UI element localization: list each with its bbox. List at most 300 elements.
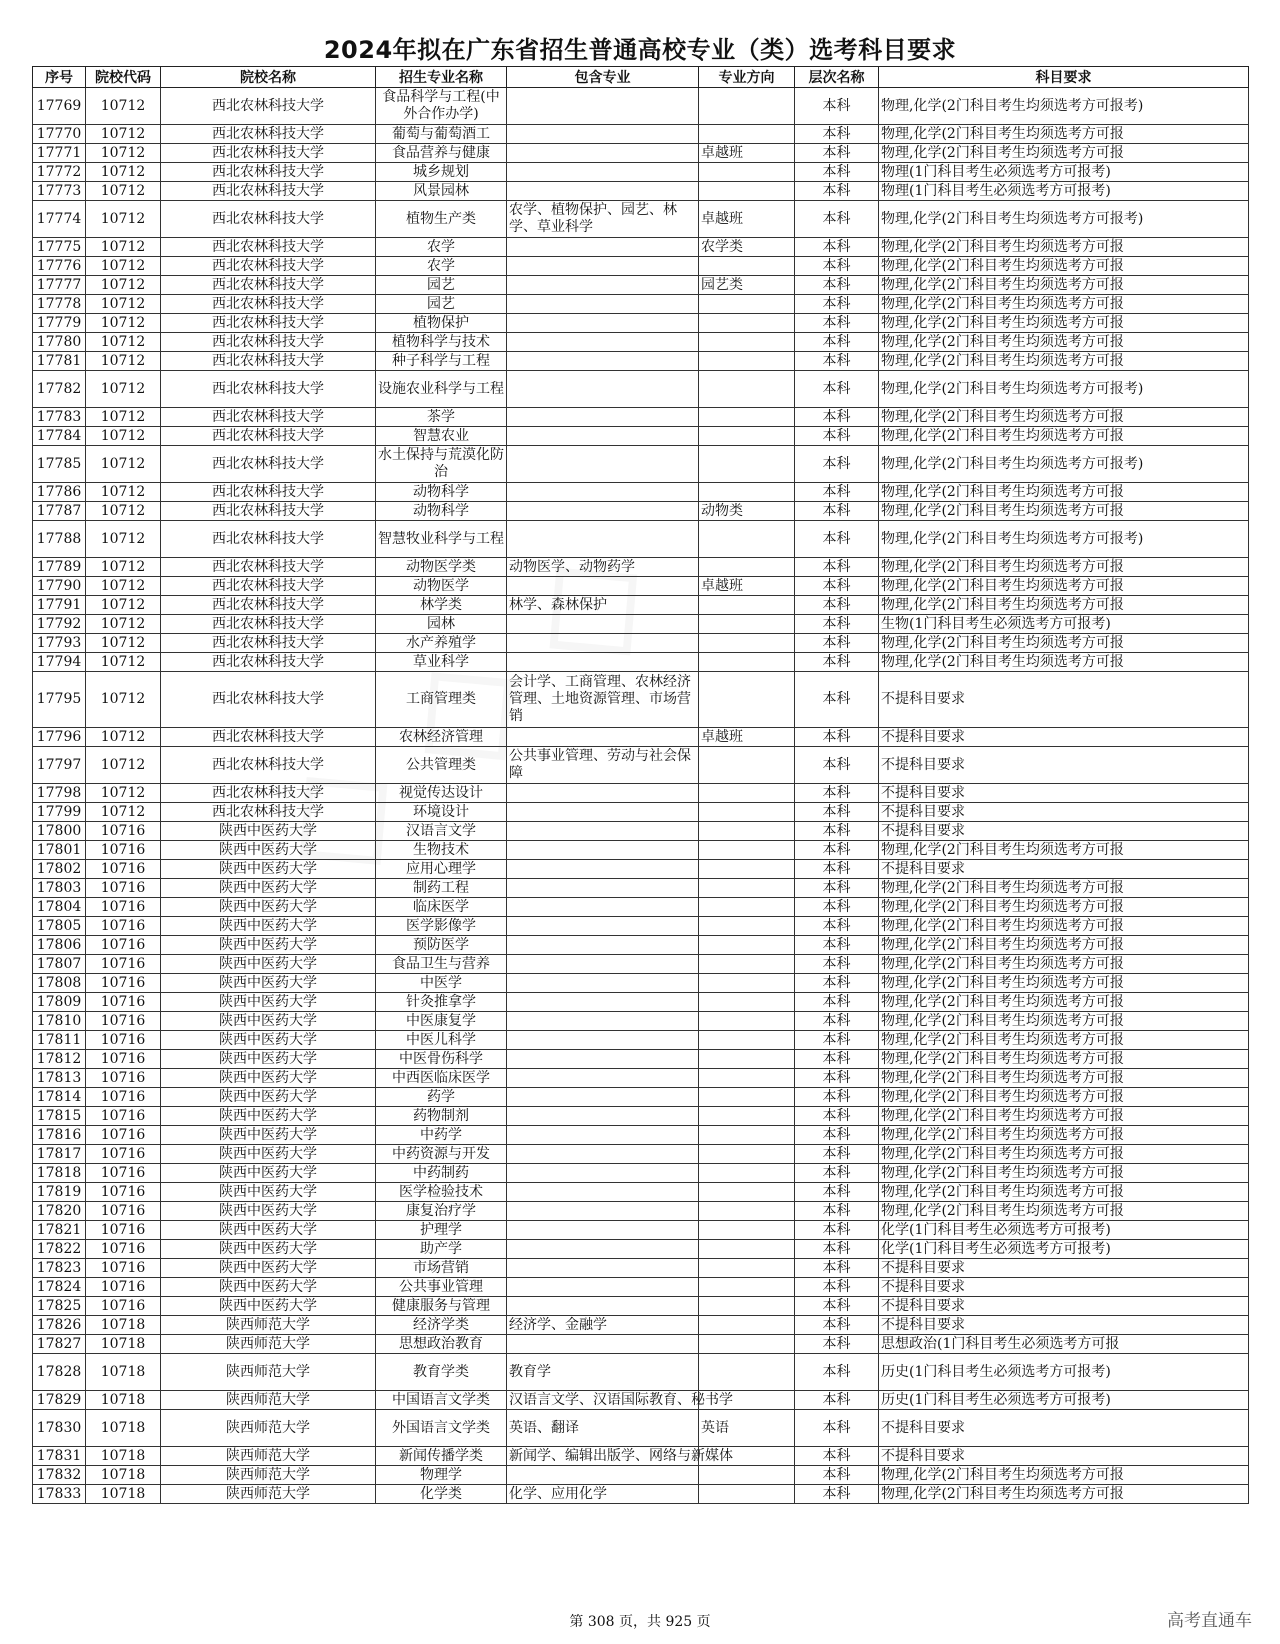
cell-school-code: 10716 (86, 1126, 161, 1145)
table-row (33, 352, 1249, 371)
cell-direction (699, 615, 795, 634)
table-row (33, 974, 1249, 993)
cell-school-code: 10718 (86, 1466, 161, 1485)
cell-seq: 17805 (33, 917, 86, 936)
cell-direction (699, 1335, 795, 1354)
cell-level: 本科 (795, 1069, 879, 1088)
cell-major-name: 中药制药 (376, 1164, 507, 1183)
cell-subject-requirement: 物理,化学(2门科目考生均须选考方可报考) (879, 201, 1249, 238)
table-row (33, 728, 1249, 747)
cell-included-majors: 动物医学、动物药学 (507, 558, 699, 577)
cell-school-name: 西北农林科技大学 (161, 747, 376, 784)
header-major-name: 招生专业名称 (376, 67, 507, 88)
cell-major-name: 中医学 (376, 974, 507, 993)
cell-direction (699, 182, 795, 201)
cell-subject-requirement: 不提科目要求 (879, 1447, 1249, 1466)
cell-school-code: 10712 (86, 144, 161, 163)
cell-direction (699, 1278, 795, 1297)
table-row (33, 1012, 1249, 1031)
cell-subject-requirement: 不提科目要求 (879, 1259, 1249, 1278)
cell-school-code: 10712 (86, 728, 161, 747)
cell-school-code: 10716 (86, 1202, 161, 1221)
cell-seq: 17784 (33, 427, 86, 446)
cell-school-name: 陕西师范大学 (161, 1316, 376, 1335)
cell-level: 本科 (795, 653, 879, 672)
cell-seq: 17829 (33, 1391, 86, 1410)
cell-major-name: 视觉传达设计 (376, 784, 507, 803)
cell-subject-requirement: 物理,化学(2门科目考生均须选考方可报 (879, 502, 1249, 521)
cell-subject-requirement: 物理,化学(2门科目考生均须选考方可报 (879, 974, 1249, 993)
cell-seq: 17776 (33, 257, 86, 276)
cell-included-majors (507, 1259, 699, 1278)
cell-level: 本科 (795, 163, 879, 182)
cell-school-name: 西北农林科技大学 (161, 803, 376, 822)
cell-major-name: 中医儿科学 (376, 1031, 507, 1050)
cell-level: 本科 (795, 596, 879, 615)
table-row (33, 955, 1249, 974)
cell-level: 本科 (795, 182, 879, 201)
cell-direction (699, 295, 795, 314)
table-row (33, 238, 1249, 257)
cell-seq: 17796 (33, 728, 86, 747)
cell-seq: 17810 (33, 1012, 86, 1031)
cell-school-code: 10712 (86, 333, 161, 352)
cell-school-name: 陕西中医药大学 (161, 1202, 376, 1221)
cell-major-name: 水产养殖学 (376, 634, 507, 653)
cell-direction (699, 1466, 795, 1485)
cell-seq: 17817 (33, 1145, 86, 1164)
cell-level: 本科 (795, 841, 879, 860)
cell-school-name: 西北农林科技大学 (161, 558, 376, 577)
cell-school-code: 10712 (86, 163, 161, 182)
cell-major-name: 动物科学 (376, 483, 507, 502)
table-row (33, 502, 1249, 521)
cell-direction (699, 1316, 795, 1335)
cell-level: 本科 (795, 1088, 879, 1107)
cell-school-code: 10718 (86, 1354, 161, 1391)
cell-level: 本科 (795, 1145, 879, 1164)
table-row (33, 577, 1249, 596)
cell-subject-requirement: 物理(1门科目考生必须选考方可报考) (879, 182, 1249, 201)
cell-major-name: 新闻传播学类 (376, 1447, 507, 1466)
cell-school-name: 陕西中医药大学 (161, 841, 376, 860)
table-row (33, 408, 1249, 427)
cell-seq: 17804 (33, 898, 86, 917)
cell-seq: 17827 (33, 1335, 86, 1354)
cell-major-name: 食品卫生与营养 (376, 955, 507, 974)
cell-included-majors (507, 1278, 699, 1297)
cell-direction (699, 860, 795, 879)
cell-school-code: 10716 (86, 974, 161, 993)
cell-seq: 17780 (33, 333, 86, 352)
cell-school-code: 10716 (86, 841, 161, 860)
cell-school-code: 10718 (86, 1447, 161, 1466)
cell-subject-requirement: 物理(1门科目考生必须选考方可报考) (879, 163, 1249, 182)
cell-direction (699, 1485, 795, 1504)
header-direction: 专业方向 (699, 67, 795, 88)
cell-school-name: 陕西师范大学 (161, 1410, 376, 1447)
cell-direction: 动物类 (699, 502, 795, 521)
cell-level: 本科 (795, 483, 879, 502)
cell-direction (699, 747, 795, 784)
cell-major-name: 针灸推拿学 (376, 993, 507, 1012)
cell-included-majors: 会计学、工商管理、农林经济管理、土地资源管理、市场营销 (507, 672, 699, 728)
cell-subject-requirement: 不提科目要求 (879, 1316, 1249, 1335)
cell-seq: 17801 (33, 841, 86, 860)
table-row (33, 446, 1249, 483)
cell-school-code: 10712 (86, 502, 161, 521)
table-row (33, 672, 1249, 728)
cell-level: 本科 (795, 427, 879, 446)
cell-included-majors (507, 1335, 699, 1354)
cell-seq: 17821 (33, 1221, 86, 1240)
cell-level: 本科 (795, 955, 879, 974)
cell-school-code: 10718 (86, 1391, 161, 1410)
cell-subject-requirement: 不提科目要求 (879, 860, 1249, 879)
table-row (33, 1447, 1249, 1466)
cell-direction: 园艺类 (699, 276, 795, 295)
cell-school-code: 10712 (86, 653, 161, 672)
cell-major-name: 智慧农业 (376, 427, 507, 446)
cell-direction (699, 408, 795, 427)
header-subject-requirement: 科目要求 (879, 67, 1249, 88)
table-row (33, 615, 1249, 634)
table-row (33, 1259, 1249, 1278)
table-row (33, 653, 1249, 672)
cell-included-majors (507, 1126, 699, 1145)
cell-included-majors (507, 352, 699, 371)
cell-subject-requirement: 物理,化学(2门科目考生均须选考方可报 (879, 955, 1249, 974)
cell-included-majors (507, 879, 699, 898)
cell-seq: 17800 (33, 822, 86, 841)
cell-level: 本科 (795, 1126, 879, 1145)
cell-level: 本科 (795, 1107, 879, 1126)
cell-school-name: 陕西中医药大学 (161, 993, 376, 1012)
cell-major-name: 思想政治教育 (376, 1335, 507, 1354)
cell-level: 本科 (795, 577, 879, 596)
cell-included-majors (507, 1221, 699, 1240)
table-row (33, 144, 1249, 163)
cell-included-majors (507, 1240, 699, 1259)
cell-seq: 17818 (33, 1164, 86, 1183)
cell-major-name: 中药资源与开发 (376, 1145, 507, 1164)
cell-level: 本科 (795, 446, 879, 483)
cell-major-name: 药物制剂 (376, 1107, 507, 1126)
cell-school-code: 10716 (86, 1221, 161, 1240)
cell-school-name: 西北农林科技大学 (161, 88, 376, 125)
cell-subject-requirement: 物理,化学(2门科目考生均须选考方可报 (879, 352, 1249, 371)
cell-level: 本科 (795, 502, 879, 521)
cell-included-majors (507, 917, 699, 936)
cell-seq: 17828 (33, 1354, 86, 1391)
cell-direction (699, 974, 795, 993)
cell-subject-requirement: 物理,化学(2门科目考生均须选考方可报 (879, 295, 1249, 314)
cell-subject-requirement: 物理,化学(2门科目考生均须选考方可报考) (879, 371, 1249, 408)
cell-school-name: 陕西中医药大学 (161, 917, 376, 936)
cell-school-code: 10712 (86, 201, 161, 238)
cell-school-name: 西北农林科技大学 (161, 521, 376, 558)
cell-level: 本科 (795, 1297, 879, 1316)
cell-school-name: 西北农林科技大学 (161, 371, 376, 408)
cell-direction (699, 333, 795, 352)
cell-seq: 17820 (33, 1202, 86, 1221)
cell-direction (699, 1012, 795, 1031)
cell-direction (699, 1221, 795, 1240)
table-header-row (33, 67, 1249, 88)
table-row (33, 1240, 1249, 1259)
cell-subject-requirement: 物理,化学(2门科目考生均须选考方可报 (879, 558, 1249, 577)
cell-included-majors (507, 1088, 699, 1107)
cell-major-name: 园艺 (376, 295, 507, 314)
cell-direction (699, 1050, 795, 1069)
cell-level: 本科 (795, 1447, 879, 1466)
cell-seq: 17803 (33, 879, 86, 898)
cell-major-name: 食品科学与工程(中外合作办学) (376, 88, 507, 125)
cell-subject-requirement: 不提科目要求 (879, 803, 1249, 822)
cell-school-name: 陕西中医药大学 (161, 1050, 376, 1069)
table-row (33, 803, 1249, 822)
cell-seq: 17832 (33, 1466, 86, 1485)
cell-major-name: 设施农业科学与工程 (376, 371, 507, 408)
table-row (33, 784, 1249, 803)
cell-included-majors (507, 1202, 699, 1221)
cell-major-name: 动物医学 (376, 577, 507, 596)
cell-included-majors (507, 1145, 699, 1164)
cell-included-majors (507, 446, 699, 483)
table-row (33, 1050, 1249, 1069)
cell-included-majors (507, 1164, 699, 1183)
cell-school-code: 10716 (86, 1012, 161, 1031)
cell-seq: 17790 (33, 577, 86, 596)
cell-included-majors (507, 1069, 699, 1088)
cell-major-name: 风景园林 (376, 182, 507, 201)
cell-school-name: 陕西中医药大学 (161, 1031, 376, 1050)
cell-school-name: 陕西师范大学 (161, 1485, 376, 1504)
cell-seq: 17771 (33, 144, 86, 163)
cell-seq: 17830 (33, 1410, 86, 1447)
cell-direction: 英语 (699, 1410, 795, 1447)
cell-seq: 17795 (33, 672, 86, 728)
cell-school-name: 陕西中医药大学 (161, 1107, 376, 1126)
cell-major-name: 种子科学与工程 (376, 352, 507, 371)
table-row (33, 917, 1249, 936)
cell-subject-requirement: 物理,化学(2门科目考生均须选考方可报 (879, 427, 1249, 446)
cell-direction: 卓越班 (699, 144, 795, 163)
cell-school-code: 10716 (86, 879, 161, 898)
cell-level: 本科 (795, 1259, 879, 1278)
cell-direction: 卓越班 (699, 577, 795, 596)
cell-seq: 17781 (33, 352, 86, 371)
cell-school-name: 陕西师范大学 (161, 1447, 376, 1466)
cell-major-name: 农林经济管理 (376, 728, 507, 747)
cell-school-code: 10716 (86, 898, 161, 917)
cell-subject-requirement: 物理,化学(2门科目考生均须选考方可报 (879, 1466, 1249, 1485)
cell-school-name: 西北农林科技大学 (161, 314, 376, 333)
cell-school-code: 10718 (86, 1335, 161, 1354)
cell-included-majors (507, 822, 699, 841)
cell-subject-requirement: 物理,化学(2门科目考生均须选考方可报 (879, 238, 1249, 257)
cell-seq: 17811 (33, 1031, 86, 1050)
cell-school-name: 陕西中医药大学 (161, 1164, 376, 1183)
table-row (33, 558, 1249, 577)
cell-seq: 17792 (33, 615, 86, 634)
cell-school-name: 西北农林科技大学 (161, 144, 376, 163)
cell-school-name: 陕西师范大学 (161, 1354, 376, 1391)
table-row (33, 1183, 1249, 1202)
cell-school-name: 西北农林科技大学 (161, 672, 376, 728)
cell-included-majors (507, 276, 699, 295)
cell-direction (699, 257, 795, 276)
cell-seq: 17802 (33, 860, 86, 879)
cell-included-majors (507, 898, 699, 917)
cell-subject-requirement: 物理,化学(2门科目考生均须选考方可报 (879, 936, 1249, 955)
cell-seq: 17793 (33, 634, 86, 653)
cell-major-name: 经济学类 (376, 1316, 507, 1335)
cell-level: 本科 (795, 1466, 879, 1485)
cell-school-name: 西北农林科技大学 (161, 427, 376, 446)
cell-level: 本科 (795, 860, 879, 879)
cell-major-name: 园林 (376, 615, 507, 634)
cell-level: 本科 (795, 634, 879, 653)
cell-level: 本科 (795, 1202, 879, 1221)
table-row (33, 276, 1249, 295)
cell-school-code: 10716 (86, 1107, 161, 1126)
table-row (33, 993, 1249, 1012)
cell-direction (699, 784, 795, 803)
cell-subject-requirement: 物理,化学(2门科目考生均须选考方可报 (879, 144, 1249, 163)
cell-direction (699, 1145, 795, 1164)
cell-seq: 17825 (33, 1297, 86, 1316)
cell-school-name: 陕西师范大学 (161, 1391, 376, 1410)
cell-level: 本科 (795, 1164, 879, 1183)
table-row (33, 822, 1249, 841)
cell-school-name: 陕西中医药大学 (161, 1069, 376, 1088)
cell-seq: 17770 (33, 125, 86, 144)
cell-school-code: 10712 (86, 352, 161, 371)
cell-included-majors: 林学、森林保护 (507, 596, 699, 615)
cell-seq: 17807 (33, 955, 86, 974)
cell-direction (699, 163, 795, 182)
cell-school-name: 陕西中医药大学 (161, 879, 376, 898)
cell-direction (699, 314, 795, 333)
cell-included-majors (507, 144, 699, 163)
cell-level: 本科 (795, 672, 879, 728)
cell-school-code: 10718 (86, 1316, 161, 1335)
table-row (33, 371, 1249, 408)
cell-subject-requirement: 不提科目要求 (879, 1278, 1249, 1297)
table-body (33, 88, 1249, 1504)
cell-school-code: 10712 (86, 182, 161, 201)
cell-seq: 17816 (33, 1126, 86, 1145)
cell-subject-requirement: 化学(1门科目考生必须选考方可报考) (879, 1240, 1249, 1259)
cell-seq: 17822 (33, 1240, 86, 1259)
cell-included-majors (507, 1183, 699, 1202)
cell-seq: 17788 (33, 521, 86, 558)
header-level: 层次名称 (795, 67, 879, 88)
table-row (33, 1145, 1249, 1164)
cell-subject-requirement: 历史(1门科目考生必须选考方可报考) (879, 1354, 1249, 1391)
cell-subject-requirement: 物理,化学(2门科目考生均须选考方可报 (879, 1145, 1249, 1164)
cell-school-name: 陕西中医药大学 (161, 898, 376, 917)
cell-seq: 17809 (33, 993, 86, 1012)
cell-school-name: 西北农林科技大学 (161, 653, 376, 672)
cell-level: 本科 (795, 784, 879, 803)
cell-subject-requirement: 物理,化学(2门科目考生均须选考方可报 (879, 483, 1249, 502)
table-row (33, 898, 1249, 917)
table-row (33, 1354, 1249, 1391)
cell-level: 本科 (795, 257, 879, 276)
cell-major-name: 外国语言文学类 (376, 1410, 507, 1447)
cell-school-code: 10716 (86, 1240, 161, 1259)
cell-direction (699, 427, 795, 446)
cell-school-name: 陕西中医药大学 (161, 1297, 376, 1316)
table-row (33, 1069, 1249, 1088)
cell-level: 本科 (795, 125, 879, 144)
cell-included-majors (507, 314, 699, 333)
cell-seq: 17833 (33, 1485, 86, 1504)
cell-major-name: 应用心理学 (376, 860, 507, 879)
table-row (33, 182, 1249, 201)
cell-school-name: 陕西中医药大学 (161, 860, 376, 879)
cell-major-name: 草业科学 (376, 653, 507, 672)
cell-included-majors (507, 1050, 699, 1069)
table-row (33, 88, 1249, 125)
cell-included-majors (507, 728, 699, 747)
cell-major-name: 中医康复学 (376, 1012, 507, 1031)
cell-school-name: 陕西中医药大学 (161, 1278, 376, 1297)
cell-seq: 17819 (33, 1183, 86, 1202)
header-school-name: 院校名称 (161, 67, 376, 88)
cell-school-name: 陕西中医药大学 (161, 1088, 376, 1107)
table-row (33, 1316, 1249, 1335)
cell-direction (699, 1259, 795, 1278)
cell-direction (699, 1164, 795, 1183)
page-footer: 第 308 页，共 925 页 (569, 1614, 711, 1630)
table-row (33, 747, 1249, 784)
table-row (33, 521, 1249, 558)
cell-level: 本科 (795, 1335, 879, 1354)
cell-school-name: 西北农林科技大学 (161, 502, 376, 521)
cell-school-name: 西北农林科技大学 (161, 634, 376, 653)
cell-school-name: 陕西中医药大学 (161, 974, 376, 993)
table-row (33, 1031, 1249, 1050)
cell-school-name: 陕西中医药大学 (161, 1240, 376, 1259)
cell-school-code: 10718 (86, 1410, 161, 1447)
cell-seq: 17774 (33, 201, 86, 238)
cell-school-name: 西北农林科技大学 (161, 728, 376, 747)
cell-school-code: 10712 (86, 276, 161, 295)
cell-major-name: 制药工程 (376, 879, 507, 898)
cell-direction (699, 803, 795, 822)
cell-subject-requirement: 物理,化学(2门科目考生均须选考方可报 (879, 917, 1249, 936)
cell-direction (699, 1069, 795, 1088)
cell-level: 本科 (795, 144, 879, 163)
cell-major-name: 林学类 (376, 596, 507, 615)
cell-subject-requirement: 物理,化学(2门科目考生均须选考方可报 (879, 993, 1249, 1012)
requirements-table (32, 66, 1249, 1504)
cell-direction (699, 1031, 795, 1050)
cell-seq: 17783 (33, 408, 86, 427)
cell-major-name: 教育学类 (376, 1354, 507, 1391)
cell-school-code: 10716 (86, 822, 161, 841)
table-row (33, 1278, 1249, 1297)
cell-school-code: 10716 (86, 1259, 161, 1278)
cell-school-name: 陕西中医药大学 (161, 822, 376, 841)
cell-major-name: 智慧牧业科学与工程 (376, 521, 507, 558)
cell-subject-requirement: 物理,化学(2门科目考生均须选考方可报 (879, 1031, 1249, 1050)
cell-school-code: 10712 (86, 672, 161, 728)
cell-subject-requirement: 不提科目要求 (879, 728, 1249, 747)
